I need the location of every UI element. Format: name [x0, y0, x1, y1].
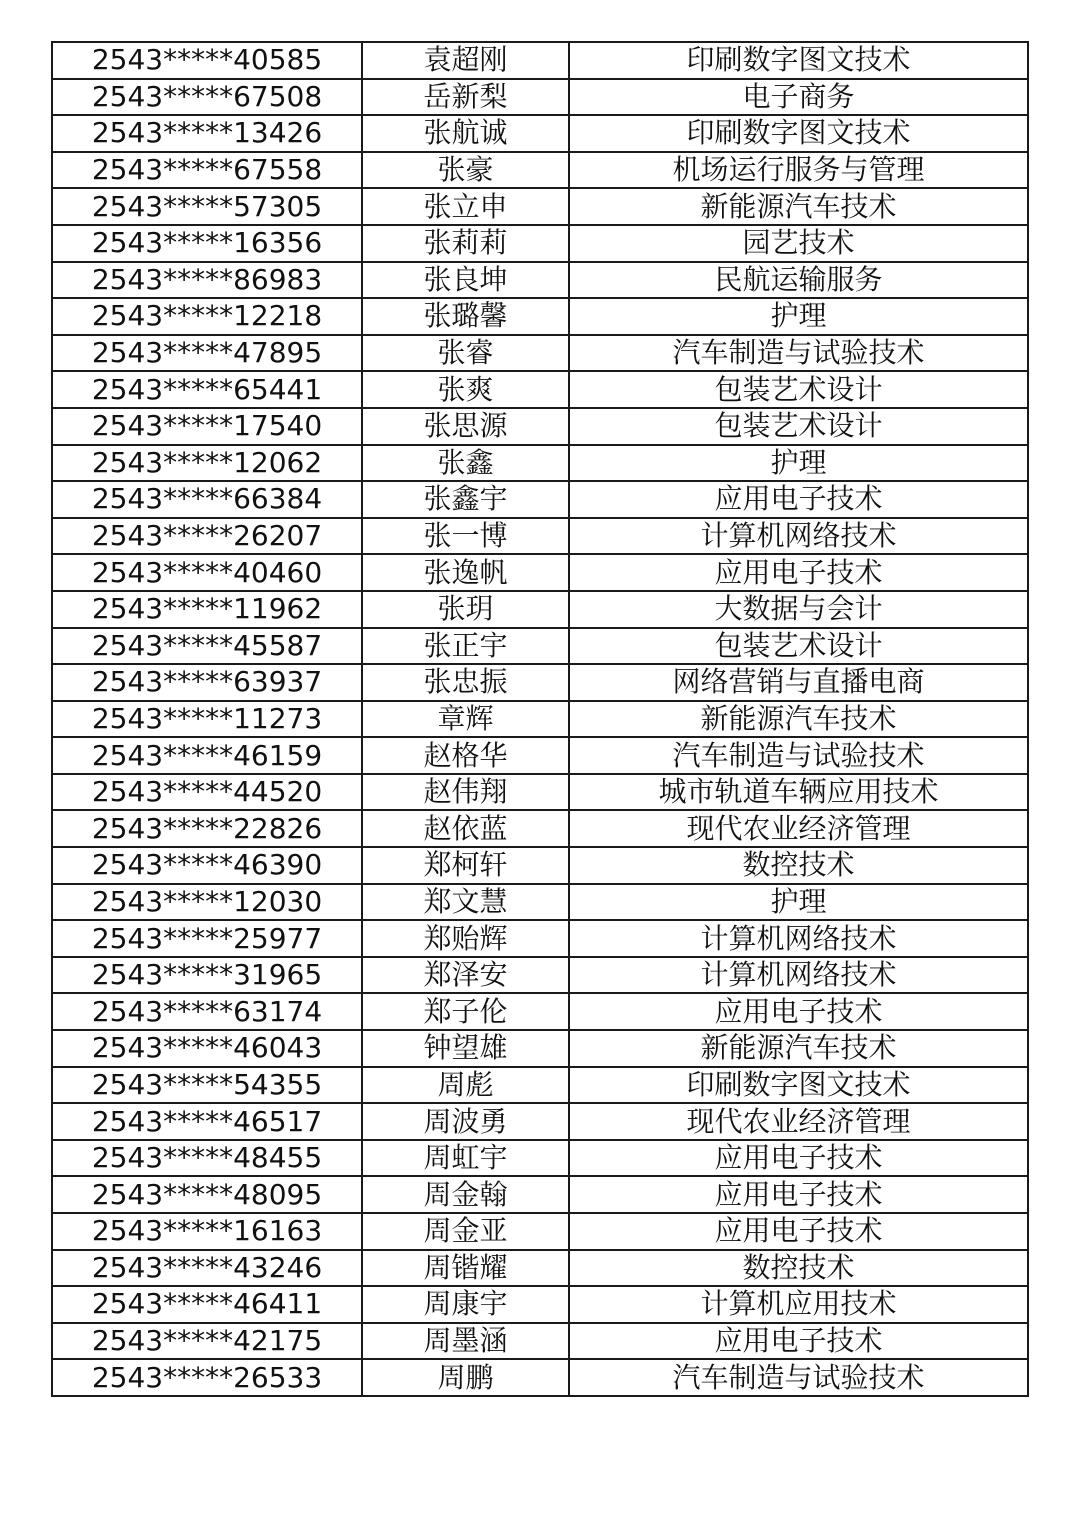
table-row — [52, 810, 1028, 847]
major-cell: 包装艺术设计 — [569, 371, 1028, 408]
student-name-cell: 张睿 — [362, 335, 569, 372]
student-name-cell: 周金翰 — [362, 1176, 569, 1213]
student-id-cell: 2543*****11273 — [52, 701, 362, 738]
major-cell: 印刷数字图文技术 — [569, 1067, 1028, 1104]
student-id-cell: 2543*****65441 — [52, 371, 362, 408]
major-cell: 计算机应用技术 — [569, 1286, 1028, 1323]
student-name-cell: 张思源 — [362, 408, 569, 445]
student-name-cell: 郑泽安 — [362, 957, 569, 994]
table-row — [52, 262, 1028, 299]
major-cell: 新能源汽车技术 — [569, 188, 1028, 225]
student-name-cell: 赵格华 — [362, 737, 569, 774]
student-id-cell: 2543*****13426 — [52, 115, 362, 152]
table-row — [52, 518, 1028, 555]
student-name-cell: 郑子伦 — [362, 993, 569, 1030]
student-id-cell: 2543*****25977 — [52, 920, 362, 957]
student-id-cell: 2543*****42175 — [52, 1323, 362, 1360]
table-row — [52, 225, 1028, 262]
student-name-cell: 郑文慧 — [362, 884, 569, 921]
table-row — [52, 1286, 1028, 1323]
student-id-cell: 2543*****67508 — [52, 79, 362, 116]
table-row — [52, 993, 1028, 1030]
major-cell: 护理 — [569, 445, 1028, 482]
table-row — [52, 1176, 1028, 1213]
student-name-cell: 章辉 — [362, 701, 569, 738]
student-id-cell: 2543*****11962 — [52, 591, 362, 628]
student-name-cell: 张正宇 — [362, 628, 569, 665]
student-name-cell: 张爽 — [362, 371, 569, 408]
table-row — [52, 884, 1028, 921]
major-cell: 园艺技术 — [569, 225, 1028, 262]
table-row — [52, 591, 1028, 628]
table-row — [52, 774, 1028, 811]
student-id-cell: 2543*****12062 — [52, 445, 362, 482]
student-name-cell: 张忠振 — [362, 664, 569, 701]
student-id-cell: 2543*****63937 — [52, 664, 362, 701]
major-cell: 计算机网络技术 — [569, 920, 1028, 957]
student-id-cell: 2543*****66384 — [52, 481, 362, 518]
student-name-cell: 张一博 — [362, 518, 569, 555]
student-name-cell: 张鑫 — [362, 445, 569, 482]
table-row — [52, 847, 1028, 884]
student-id-cell: 2543*****63174 — [52, 993, 362, 1030]
student-id-cell: 2543*****43246 — [52, 1250, 362, 1287]
table-body — [52, 42, 1028, 1396]
table-row — [52, 920, 1028, 957]
table-row — [52, 1103, 1028, 1140]
student-name-cell: 周锴耀 — [362, 1250, 569, 1287]
student-name-cell: 周彪 — [362, 1067, 569, 1104]
student-id-cell: 2543*****67558 — [52, 152, 362, 189]
student-name-cell: 周金亚 — [362, 1213, 569, 1250]
student-id-cell: 2543*****46043 — [52, 1030, 362, 1067]
major-cell: 护理 — [569, 884, 1028, 921]
table-row — [52, 1359, 1028, 1396]
major-cell: 护理 — [569, 298, 1028, 335]
major-cell: 应用电子技术 — [569, 1323, 1028, 1360]
student-name-cell: 郑贻辉 — [362, 920, 569, 957]
student-id-cell: 2543*****12218 — [52, 298, 362, 335]
table-row — [52, 335, 1028, 372]
student-id-cell: 2543*****47895 — [52, 335, 362, 372]
major-cell: 数控技术 — [569, 847, 1028, 884]
student-id-cell: 2543*****40585 — [52, 42, 362, 79]
student-name-cell: 张莉莉 — [362, 225, 569, 262]
student-name-cell: 赵依蓝 — [362, 810, 569, 847]
table-row — [52, 737, 1028, 774]
student-name-cell: 赵伟翔 — [362, 774, 569, 811]
student-id-cell: 2543*****26533 — [52, 1359, 362, 1396]
table-row — [52, 481, 1028, 518]
major-cell: 网络营销与直播电商 — [569, 664, 1028, 701]
student-id-cell: 2543*****26207 — [52, 518, 362, 555]
student-id-cell: 2543*****57305 — [52, 188, 362, 225]
student-name-cell: 周鹏 — [362, 1359, 569, 1396]
table-row — [52, 1250, 1028, 1287]
major-cell: 汽车制造与试验技术 — [569, 335, 1028, 372]
student-id-cell: 2543*****44520 — [52, 774, 362, 811]
major-cell: 应用电子技术 — [569, 1213, 1028, 1250]
major-cell: 民航运输服务 — [569, 262, 1028, 299]
student-id-cell: 2543*****17540 — [52, 408, 362, 445]
major-cell: 印刷数字图文技术 — [569, 42, 1028, 79]
table-row — [52, 152, 1028, 189]
student-id-cell: 2543*****16163 — [52, 1213, 362, 1250]
student-id-cell: 2543*****45587 — [52, 628, 362, 665]
student-id-cell: 2543*****46159 — [52, 737, 362, 774]
table-row — [52, 79, 1028, 116]
student-list-table — [51, 41, 1029, 1397]
table-row — [52, 1140, 1028, 1177]
major-cell: 应用电子技术 — [569, 554, 1028, 591]
student-id-cell: 2543*****46390 — [52, 847, 362, 884]
table-row — [52, 1030, 1028, 1067]
student-name-cell: 周康宇 — [362, 1286, 569, 1323]
student-name-cell: 周墨涵 — [362, 1323, 569, 1360]
table-row — [52, 628, 1028, 665]
major-cell: 电子商务 — [569, 79, 1028, 116]
major-cell: 新能源汽车技术 — [569, 1030, 1028, 1067]
student-name-cell: 郑柯轩 — [362, 847, 569, 884]
table-row — [52, 701, 1028, 738]
student-name-cell: 张航诚 — [362, 115, 569, 152]
student-name-cell: 张玥 — [362, 591, 569, 628]
student-id-cell: 2543*****22826 — [52, 810, 362, 847]
student-name-cell: 张豪 — [362, 152, 569, 189]
student-id-cell: 2543*****12030 — [52, 884, 362, 921]
major-cell: 新能源汽车技术 — [569, 701, 1028, 738]
table-row — [52, 408, 1028, 445]
student-id-cell: 2543*****48095 — [52, 1176, 362, 1213]
student-id-cell: 2543*****46411 — [52, 1286, 362, 1323]
major-cell: 汽车制造与试验技术 — [569, 1359, 1028, 1396]
student-id-cell: 2543*****54355 — [52, 1067, 362, 1104]
table-row — [52, 664, 1028, 701]
major-cell: 现代农业经济管理 — [569, 1103, 1028, 1140]
student-name-cell: 张鑫宇 — [362, 481, 569, 518]
table-row — [52, 42, 1028, 79]
major-cell: 应用电子技术 — [569, 1140, 1028, 1177]
student-name-cell: 张立申 — [362, 188, 569, 225]
student-id-cell: 2543*****46517 — [52, 1103, 362, 1140]
major-cell: 机场运行服务与管理 — [569, 152, 1028, 189]
major-cell: 现代农业经济管理 — [569, 810, 1028, 847]
student-name-cell: 张良坤 — [362, 262, 569, 299]
table-row — [52, 554, 1028, 591]
major-cell: 印刷数字图文技术 — [569, 115, 1028, 152]
student-name-cell: 岳新梨 — [362, 79, 569, 116]
student-name-cell: 周虹宇 — [362, 1140, 569, 1177]
major-cell: 数控技术 — [569, 1250, 1028, 1287]
student-name-cell: 张逸帆 — [362, 554, 569, 591]
major-cell: 计算机网络技术 — [569, 957, 1028, 994]
table-row — [52, 1067, 1028, 1104]
major-cell: 计算机网络技术 — [569, 518, 1028, 555]
major-cell: 应用电子技术 — [569, 481, 1028, 518]
student-id-cell: 2543*****86983 — [52, 262, 362, 299]
table-row — [52, 298, 1028, 335]
student-id-cell: 2543*****48455 — [52, 1140, 362, 1177]
major-cell: 应用电子技术 — [569, 1176, 1028, 1213]
major-cell: 包装艺术设计 — [569, 408, 1028, 445]
table-row — [52, 188, 1028, 225]
major-cell: 包装艺术设计 — [569, 628, 1028, 665]
table-row — [52, 115, 1028, 152]
major-cell: 汽车制造与试验技术 — [569, 737, 1028, 774]
table-row — [52, 1213, 1028, 1250]
table-row — [52, 1323, 1028, 1360]
student-name-cell: 袁超刚 — [362, 42, 569, 79]
major-cell: 城市轨道车辆应用技术 — [569, 774, 1028, 811]
student-id-cell: 2543*****16356 — [52, 225, 362, 262]
major-cell: 大数据与会计 — [569, 591, 1028, 628]
table-row — [52, 957, 1028, 994]
student-id-cell: 2543*****40460 — [52, 554, 362, 591]
student-id-cell: 2543*****31965 — [52, 957, 362, 994]
major-cell: 应用电子技术 — [569, 993, 1028, 1030]
table-row — [52, 445, 1028, 482]
student-name-cell: 钟望雄 — [362, 1030, 569, 1067]
student-name-cell: 周波勇 — [362, 1103, 569, 1140]
student-name-cell: 张璐馨 — [362, 298, 569, 335]
table-row — [52, 371, 1028, 408]
